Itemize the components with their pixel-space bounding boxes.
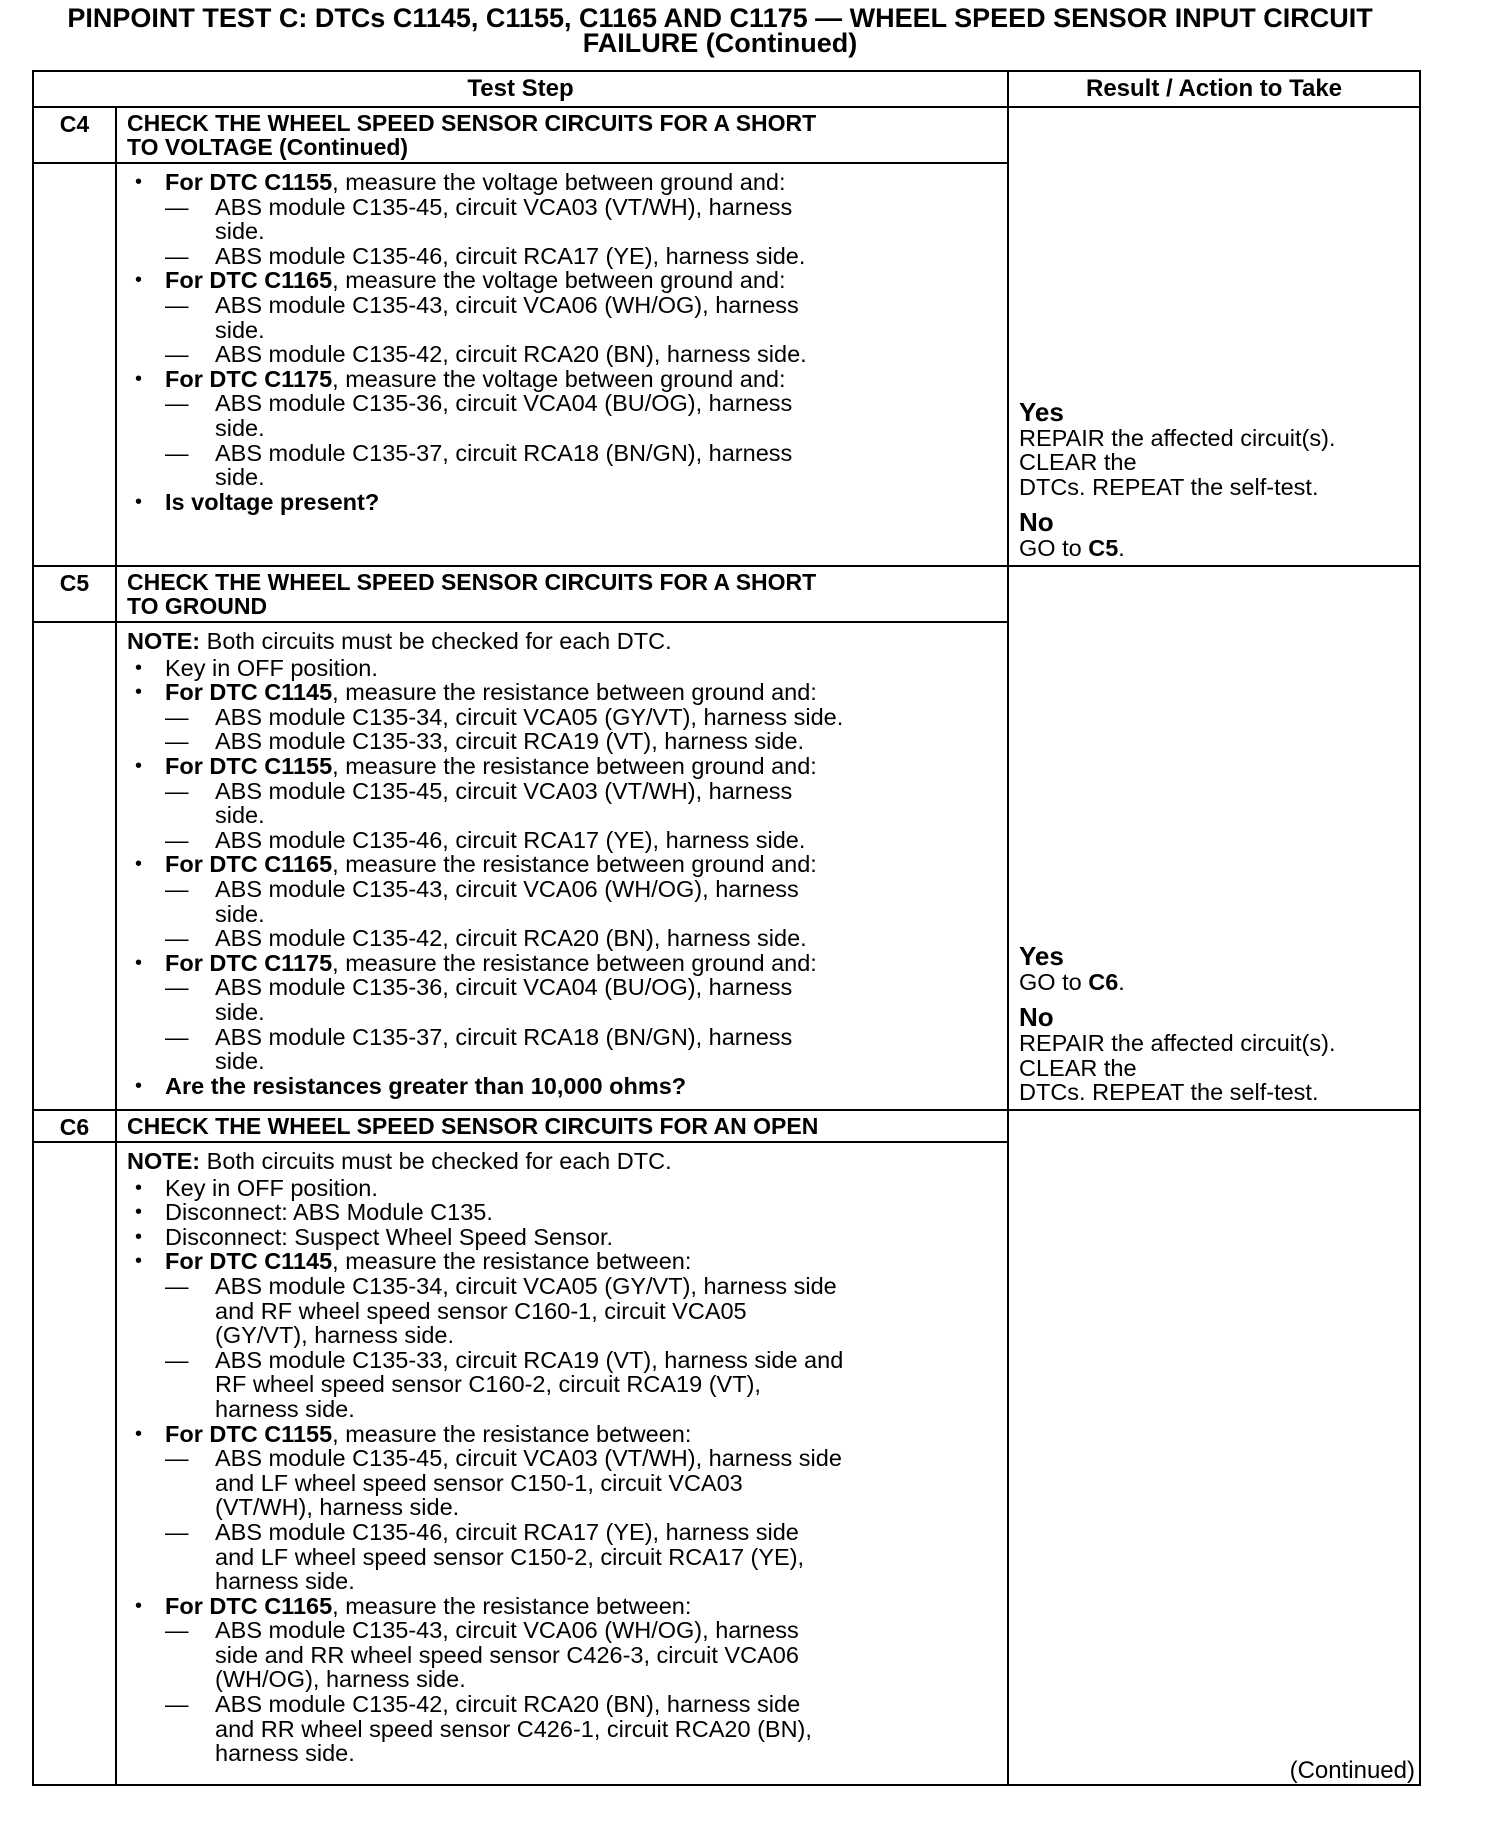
step-question: • Is voltage present? — [127, 490, 997, 515]
step-heading-c4 — [116, 107, 1008, 163]
step-heading-c6 — [116, 1110, 1008, 1142]
header-test-step: Test Step — [33, 71, 1008, 107]
step-note: NOTE: Both circuits must be checked for each DTC. — [127, 628, 672, 654]
list-subitem: — ABS module C135-43, circuit VCA06 (WH/OG), harness — [127, 1618, 997, 1643]
step-heading-line: CHECK THE WHEEL SPEED SENSOR CIRCUITS FOR A SHORT — [127, 110, 817, 136]
list-subitem-cont: and LF wheel speed sensor C150-2, circuit RCA17 (YE), — [215, 1543, 805, 1570]
list-item: • For DTC C1175, measure the resistance between ground and: — [127, 951, 997, 976]
list-subitem-cont: side. — [215, 464, 265, 491]
step-heading-c5 — [116, 566, 1008, 622]
result-block-c5 — [1019, 940, 1413, 1106]
step-question: • Are the resistances greater than 10,000 ohms? — [127, 1074, 997, 1099]
c5-head-row — [33, 566, 1420, 622]
title-line-2: FAILURE (Continued) — [582, 28, 858, 58]
list-item: • Key in OFF position. — [127, 656, 997, 681]
list-item: • For DTC C1175, measure the voltage between ground and: — [127, 367, 997, 392]
list-subitem-cont: (VT/WH), harness side. — [215, 1494, 460, 1521]
page-title — [0, 3, 1440, 58]
result-no-label: No — [1019, 507, 1054, 538]
list-subitem: — ABS module C135-34, circuit VCA05 (GY/VT), harness side. — [127, 705, 997, 730]
result-cell-c5 — [1008, 566, 1420, 1110]
list-subitem-cont: side and RR wheel speed sensor C426-3, circuit VCA06 — [215, 1641, 799, 1668]
header-result-action: Result / Action to Take — [1008, 71, 1420, 107]
result-yes-text: DTCs. REPEAT the self-test. — [1019, 473, 1319, 500]
list-subitem-cont: harness side. — [215, 1740, 355, 1767]
list-subitem: — ABS module C135-37, circuit RCA18 (BN/GN), harness — [127, 1025, 997, 1050]
list-item: • Disconnect: Suspect Wheel Speed Sensor. — [127, 1225, 997, 1250]
list-subitem: — ABS module C135-37, circuit RCA18 (BN/GN), harness — [127, 441, 997, 466]
list-subitem-cont: harness side. — [215, 1568, 355, 1595]
list-subitem: — ABS module C135-36, circuit VCA04 (BU/OG), harness — [127, 975, 997, 1000]
list-subitem: — ABS module C135-43, circuit VCA06 (WH/OG), harness — [127, 877, 997, 902]
list-subitem: — ABS module C135-45, circuit VCA03 (VT/WH), harness — [127, 195, 997, 220]
list-subitem-cont: and LF wheel speed sensor C150-1, circuit VCA03 — [215, 1469, 743, 1496]
list-subitem: — ABS module C135-46, circuit RCA17 (YE), harness side — [127, 1520, 997, 1545]
result-cell-c4 — [1008, 107, 1420, 566]
step-note: NOTE: Both circuits must be checked for each DTC. — [127, 1148, 672, 1174]
result-yes-text: GO to C6. — [1019, 968, 1125, 995]
list-subitem-cont: harness side. — [215, 1395, 355, 1422]
list-subitem-cont: and RR wheel speed sensor C426-1, circuit RCA20 (BN), — [215, 1715, 812, 1742]
result-yes-label: Yes — [1019, 940, 1064, 971]
list-item: • Key in OFF position. — [127, 1176, 997, 1201]
step-body-c6 — [116, 1142, 1008, 1785]
result-no-text: REPAIR the affected circuit(s). CLEAR the — [1019, 1030, 1336, 1081]
list-item: • For DTC C1155, measure the resistance between: — [127, 1422, 997, 1447]
list-subitem: — ABS module C135-42, circuit RCA20 (BN), harness side. — [127, 926, 997, 951]
step-body-c5 — [116, 622, 1008, 1110]
list-subitem: — ABS module C135-46, circuit RCA17 (YE), harness side. — [127, 244, 997, 269]
list-subitem-cont: side. — [215, 218, 265, 245]
list-subitem-cont: (GY/VT), harness side. — [215, 1322, 454, 1349]
result-yes-label: Yes — [1019, 396, 1064, 427]
step-body-c4 — [116, 163, 1008, 566]
step-id-c4: C4 — [33, 107, 116, 163]
c6-head-row — [33, 1110, 1420, 1142]
result-no-text: GO to C5. — [1019, 535, 1125, 562]
list-subitem: — ABS module C135-43, circuit VCA06 (WH/OG), harness — [127, 293, 997, 318]
list-item: • For DTC C1145, measure the resistance between ground and: — [127, 680, 997, 705]
step-id-c5: C5 — [33, 566, 116, 622]
list-subitem: — ABS module C135-36, circuit VCA04 (BU/OG), harness — [127, 391, 997, 416]
list-item: • For DTC C1155, measure the voltage between ground and: — [127, 170, 997, 195]
step-heading-line: CHECK THE WHEEL SPEED SENSOR CIRCUITS FOR A SHORT — [127, 569, 817, 595]
list-item: • For DTC C1145, measure the resistance between: — [127, 1249, 997, 1274]
continued-footer: (Continued) — [1289, 1757, 1415, 1784]
list-item: • For DTC C1155, measure the resistance between ground and: — [127, 754, 997, 779]
title-line-1: PINPOINT TEST C: DTCs C1145, C1155, C1165 AND C1175 — WHEEL SPEED SENSOR INPUT CIRCUIT — [67, 3, 1373, 33]
c4-head-row — [33, 107, 1420, 163]
list-subitem: — ABS module C135-33, circuit RCA19 (VT), harness side and — [127, 1348, 997, 1373]
step-heading-line: CHECK THE WHEEL SPEED SENSOR CIRCUITS FOR AN OPEN — [127, 1113, 819, 1139]
list-item: • For DTC C1165, measure the resistance between: — [127, 1594, 997, 1619]
step-reference: C6 — [1088, 968, 1119, 995]
list-subitem: — ABS module C135-34, circuit VCA05 (GY/VT), harness side — [127, 1274, 997, 1299]
result-block-c4 — [1019, 396, 1413, 562]
list-subitem-cont: (WH/OG), harness side. — [215, 1666, 466, 1693]
list-subitem: — ABS module C135-45, circuit VCA03 (VT/WH), harness side — [127, 1446, 997, 1471]
result-cell-c6 — [1008, 1110, 1420, 1785]
list-item: • For DTC C1165, measure the voltage between ground and: — [127, 268, 997, 293]
result-no-text: DTCs. REPEAT the self-test. — [1019, 1079, 1319, 1106]
list-subitem: — ABS module C135-45, circuit VCA03 (VT/WH), harness — [127, 779, 997, 804]
result-yes-text: REPAIR the affected circuit(s). CLEAR the — [1019, 424, 1336, 476]
step-id-spacer — [33, 1142, 116, 1785]
list-subitem-cont: side. — [215, 900, 265, 927]
list-subitem: — ABS module C135-42, circuit RCA20 (BN), harness side — [127, 1692, 997, 1717]
list-subitem-cont: and RF wheel speed sensor C160-1, circuit VCA05 — [215, 1297, 747, 1324]
step-id-spacer — [33, 163, 116, 566]
step-heading-line: TO GROUND — [127, 593, 268, 619]
list-subitem-cont: side. — [215, 998, 265, 1025]
table-header-row — [33, 71, 1420, 107]
list-item: • For DTC C1165, measure the resistance between ground and: — [127, 852, 997, 877]
list-subitem-cont: side. — [215, 802, 265, 829]
list-subitem: — ABS module C135-46, circuit RCA17 (YE), harness side. — [127, 828, 997, 853]
list-subitem-cont: side. — [215, 1048, 265, 1075]
list-subitem-cont: side. — [215, 414, 265, 441]
list-subitem: — ABS module C135-33, circuit RCA19 (VT), harness side. — [127, 729, 997, 754]
step-id-spacer — [33, 622, 116, 1110]
list-subitem: — ABS module C135-42, circuit RCA20 (BN), harness side. — [127, 342, 997, 367]
step-reference: C5 — [1088, 535, 1119, 562]
list-subitem-cont: side. — [215, 316, 265, 343]
list-subitem-cont: RF wheel speed sensor C160-2, circuit RCA19 (VT), — [215, 1371, 761, 1398]
step-id-c6: C6 — [33, 1110, 116, 1142]
pinpoint-test-table — [32, 70, 1421, 1786]
list-item: • Disconnect: ABS Module C135. — [127, 1200, 997, 1225]
result-no-label: No — [1019, 1002, 1054, 1033]
step-heading-line: TO VOLTAGE (Continued) — [127, 134, 409, 160]
